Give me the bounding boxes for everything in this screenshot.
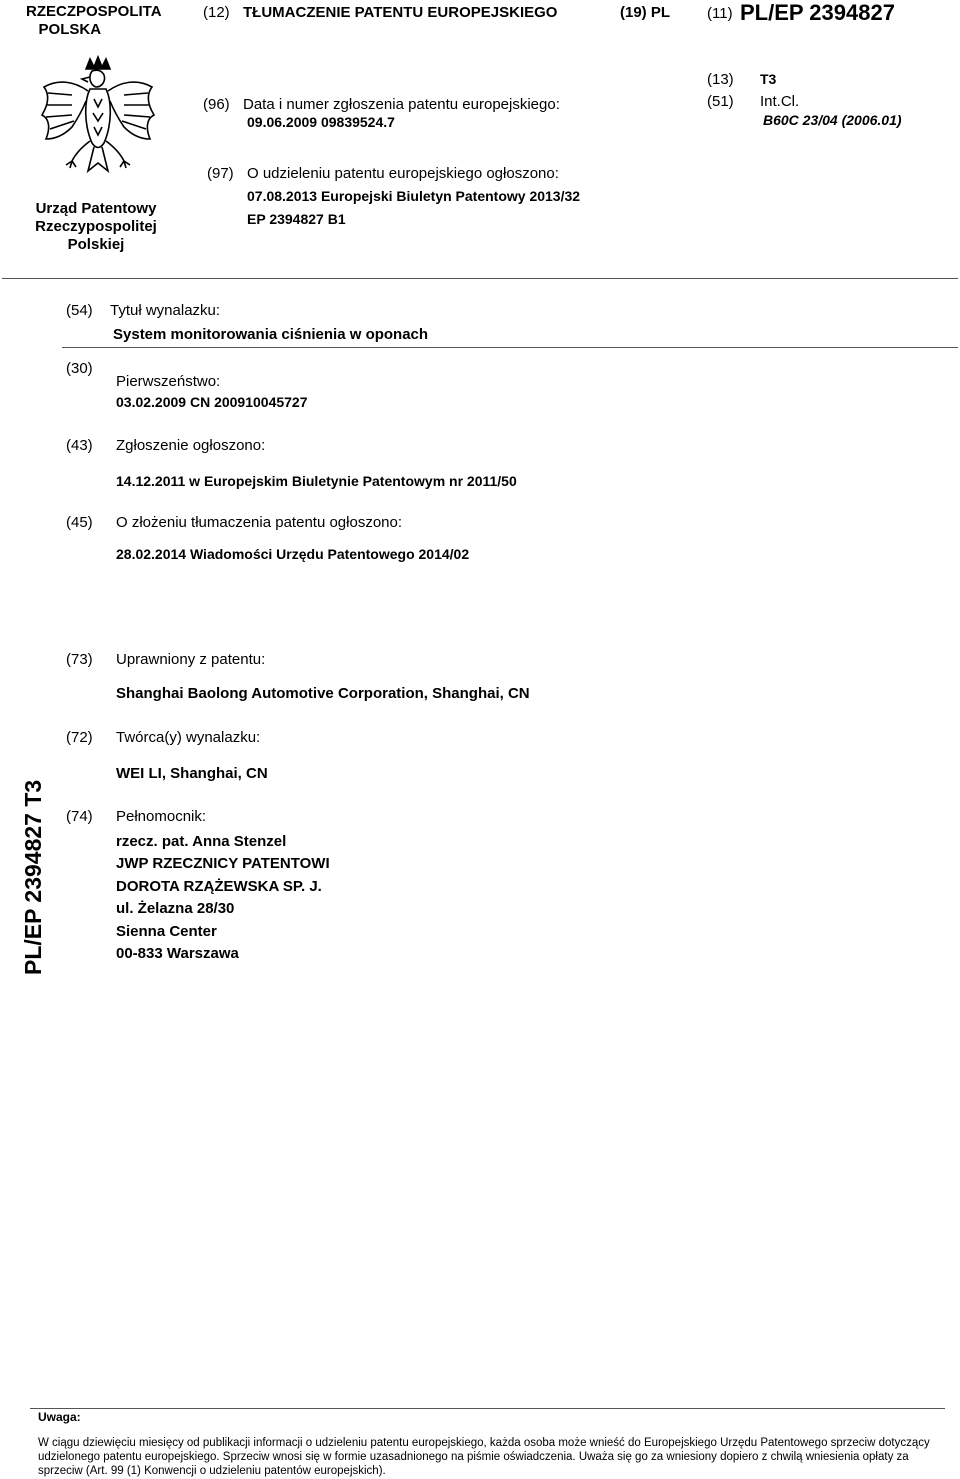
notice-heading: Uwaga: bbox=[38, 1410, 81, 1424]
country-name bbox=[26, 3, 162, 39]
code-73: (73) bbox=[66, 651, 93, 668]
kind-code: T3 bbox=[760, 71, 777, 87]
grant-publication: EP 2394827 B1 bbox=[247, 211, 346, 227]
attorney-address bbox=[116, 831, 330, 965]
code-96: (96) bbox=[203, 96, 230, 113]
grant-value: 07.08.2013 Europejski Biuletyn Patentowy 2013/32 bbox=[247, 188, 581, 204]
code-30: (30) bbox=[66, 360, 93, 377]
patent-office-name bbox=[20, 200, 172, 254]
code-13: (13) bbox=[707, 71, 734, 88]
int-cl-value: B60C 23/04 (2006.01) bbox=[763, 112, 902, 128]
code-19: (19) PL bbox=[620, 4, 671, 21]
attorney-line: JWP RZECZNICY PATENTOWI bbox=[116, 855, 330, 873]
divider-footer bbox=[30, 1408, 945, 1409]
attorney-line: rzecz. pat. Anna Stenzel bbox=[116, 833, 287, 850]
inventor-value: WEI LI, Shanghai, CN bbox=[116, 765, 268, 782]
grant-label: O udzieleniu patentu europejskiego ogłoszono: bbox=[247, 165, 559, 182]
attorney-line: ul. Żelazna 28/30 bbox=[116, 900, 235, 918]
filing-value: 09.06.2009 09839524.7 bbox=[247, 114, 395, 130]
code-12: (12) bbox=[203, 4, 230, 21]
office-line-2: Rzeczypospolitej bbox=[35, 218, 157, 235]
code-74: (74) bbox=[66, 808, 93, 825]
country-line-2: POLSKA bbox=[38, 21, 102, 38]
code-54: (54) bbox=[66, 302, 93, 319]
translation-published-label: O złożeniu tłumaczenia patentu ogłoszono: bbox=[116, 514, 403, 531]
country-line-1: RZECZPOSPOLITA bbox=[26, 3, 162, 20]
code-43: (43) bbox=[66, 437, 93, 454]
document-type: TŁUMACZENIE PATENTU EUROPEJSKIEGO bbox=[243, 4, 558, 21]
attorney-line: DOROTA RZĄŻEWSKA SP. J. bbox=[116, 877, 322, 895]
int-cl-label: Int.Cl. bbox=[760, 93, 800, 110]
polish-eagle-emblem-icon bbox=[38, 55, 158, 185]
priority-label: Pierwszeństwo: bbox=[116, 373, 221, 390]
priority-value: 03.02.2009 CN 200910045727 bbox=[116, 394, 308, 410]
proprietor-label: Uprawniony z patentu: bbox=[116, 651, 266, 668]
side-patent-number: PL/EP 2394827 T3 bbox=[20, 779, 46, 975]
code-11: (11) bbox=[707, 5, 733, 22]
inventor-label: Twórca(y) wynalazku: bbox=[116, 729, 261, 746]
code-72: (72) bbox=[66, 729, 93, 746]
notice-text: W ciągu dziewięciu miesięcy od publikacji informacji o udzieleniu patentu europejskiego, każda osoba może wnieść do Europejskiego Urzędu Patentowego sprzeciw dotyczący udzielonego patentu europejskiego. Sprzeciw wnosi się w formie uzasadnionego na piśmie oświadczenia. Uważa się go za wniesiony dopiero z chwilą wniesienia opłaty za sprzeciw (Art. 99 (1) Konwencji o udzieleniu patentów europejskich). bbox=[38, 1437, 930, 1477]
office-line-3: Polskiej bbox=[67, 236, 125, 253]
proprietor-value: Shanghai Baolong Automotive Corporation, Shanghai, CN bbox=[116, 685, 530, 702]
filing-label: Data i numer zgłoszenia patentu europejskiego: bbox=[243, 96, 560, 113]
attorney-line: 00-833 Warszawa bbox=[116, 945, 239, 963]
application-published-label: Zgłoszenie ogłoszono: bbox=[116, 437, 266, 454]
attorney-label: Pełnomocnik: bbox=[116, 808, 207, 825]
divider-top bbox=[2, 278, 958, 279]
title-label: Tytuł wynalazku: bbox=[110, 302, 221, 319]
application-published-value: 14.12.2011 w Europejskim Biuletynie Patentowym nr 2011/50 bbox=[116, 473, 517, 489]
code-45: (45) bbox=[66, 514, 93, 531]
patent-number: PL/EP 2394827 bbox=[740, 0, 895, 25]
translation-published-value: 28.02.2014 Wiadomości Urzędu Patentowego 2014/02 bbox=[116, 546, 470, 562]
code-97: (97) bbox=[207, 165, 234, 182]
divider-title bbox=[62, 347, 958, 348]
invention-title: System monitorowania ciśnienia w oponach bbox=[113, 326, 429, 343]
attorney-line: Sienna Center bbox=[116, 922, 217, 940]
office-line-1: Urząd Patentowy bbox=[35, 200, 157, 217]
code-51: (51) bbox=[707, 93, 734, 110]
